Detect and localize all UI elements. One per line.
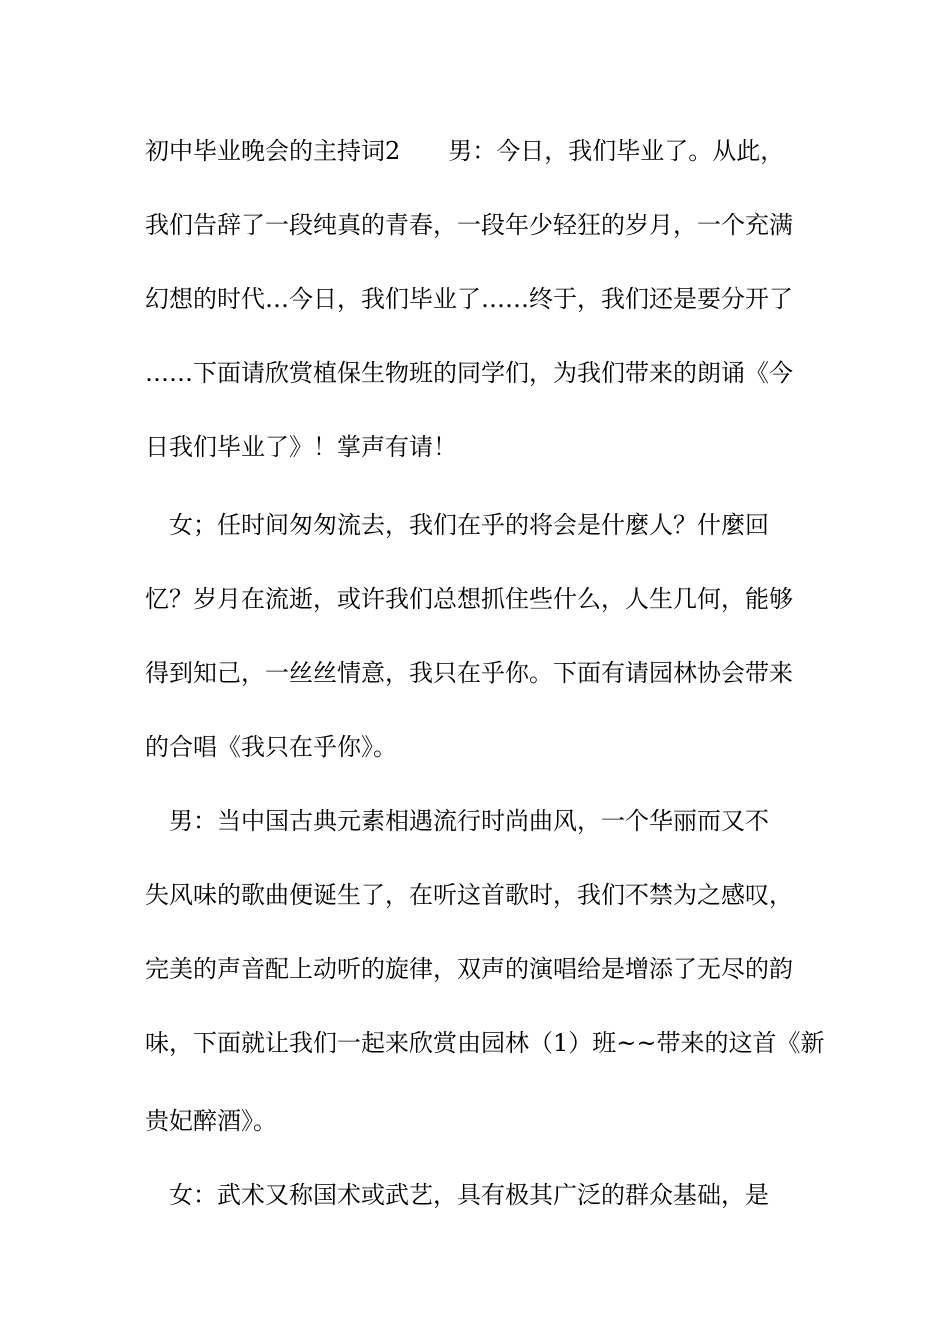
text-line: 女：武术又称国术或武艺，具有极其广泛的群众基础，是 (145, 1181, 769, 1209)
text-line: 贵妃醉酒》。 (145, 1107, 277, 1135)
text-line: 忆？岁月在流逝，或许我们总想抓住些什么，人生几何，能够 (145, 585, 793, 613)
text-line: 完美的声音配上动听的旋律，双声的演唱给是增添了无尽的韵 (145, 955, 793, 983)
text-line: 我们告辞了一段纯真的青春，一段年少轻狂的岁月，一个充满 (145, 211, 793, 239)
text-line: ……下面请欣赏植保生物班的同学们，为我们带来的朗诵《今 (145, 359, 793, 387)
text-line: 女；任时间匆匆流去，我们在乎的将会是什麼人？什麼回 (145, 511, 769, 539)
text-line: 味，下面就让我们一起来欣赏由园林（1）班~~带来的这首《新 (145, 1029, 825, 1057)
text-line: 的合唱《我只在乎你》。 (145, 733, 397, 761)
text-line: 得到知己，一丝丝情意，我只在乎你。下面有请园林协会带来 (145, 659, 793, 687)
text-line: 日我们毕业了》！掌声有请！ (145, 433, 457, 461)
text-line: 失风味的歌曲便诞生了，在听这首歌时，我们不禁为之感叹， (145, 881, 793, 909)
text-line: 初中毕业晚会的主持词2 男：今日，我们毕业了。从此， (145, 137, 785, 165)
text-line: 男：当中国古典元素相遇流行时尚曲风，一个华丽而又不 (145, 807, 769, 835)
text-line: 幻想的时代…今日，我们毕业了……终于，我们还是要分开了 (145, 285, 793, 313)
